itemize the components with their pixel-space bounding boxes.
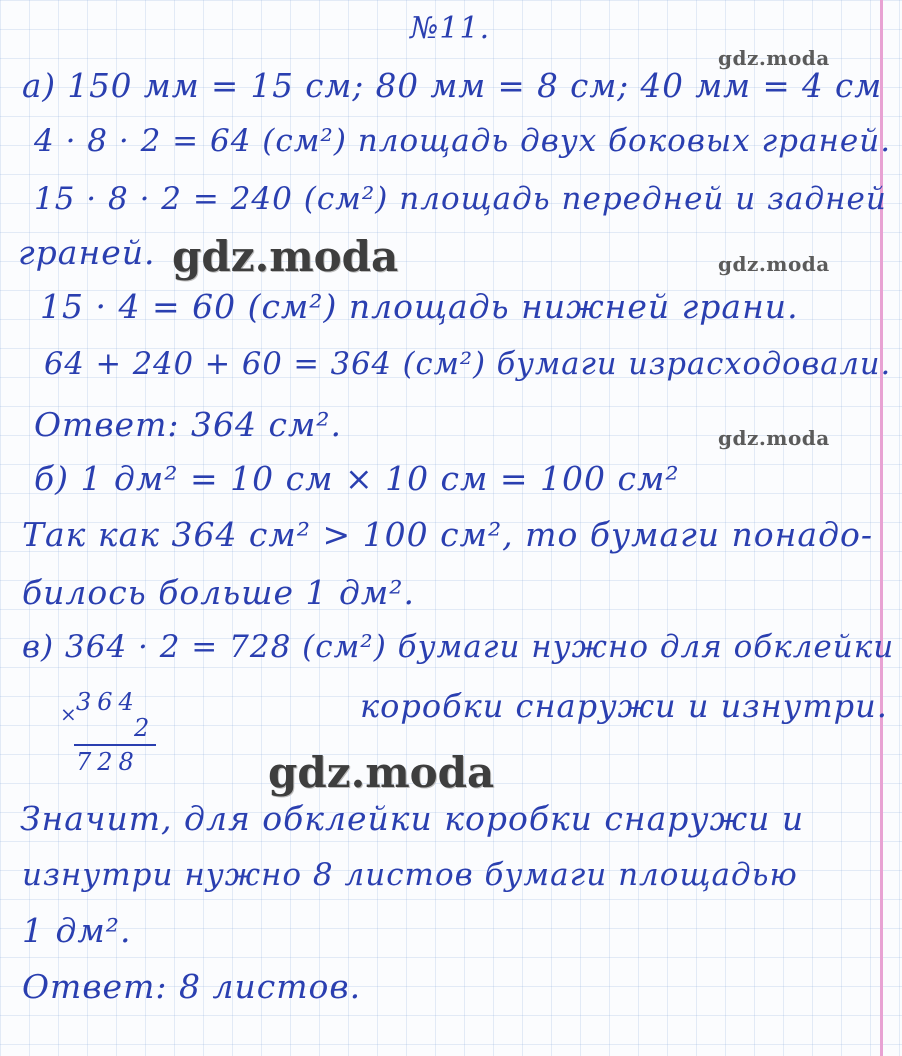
- calc-result: 728: [76, 748, 140, 776]
- solution-line: коробки снаружи и изнутри.: [360, 687, 888, 725]
- solution-line: б) 1 дм² = 10 см × 10 см = 100 см²: [34, 459, 680, 498]
- solution-line: а) 150 мм = 15 см; 80 мм = 8 см; 40 мм = 4 см: [22, 67, 883, 105]
- solution-line: Так как 364 см² > 100 см², то бумаги понадо-: [22, 515, 874, 554]
- calc-underline: [74, 744, 156, 746]
- watermark: gdz.moda: [718, 426, 830, 450]
- solution-line: 15 · 4 = 60 (см²) площадь нижней грани.: [40, 287, 799, 326]
- solution-line: 15 · 8 · 2 = 240 (см²) площадь передней и задней: [34, 181, 887, 217]
- answer-line: Ответ: 364 см².: [34, 405, 343, 444]
- column-multiplication: [60, 690, 170, 780]
- solution-line: граней.: [18, 233, 156, 272]
- watermark: gdz.moda: [268, 748, 495, 797]
- multiply-sign: ×: [60, 702, 83, 726]
- solution-line: изнутри нужно 8 листов бумаги площадью: [22, 857, 798, 893]
- watermark: gdz.moda: [718, 46, 830, 70]
- solution-line: Значит, для обклейки коробки снаружи и: [20, 799, 805, 838]
- watermark: gdz.moda: [718, 252, 830, 276]
- watermark: gdz.moda: [172, 232, 399, 281]
- calc-multiplicand: 364: [76, 688, 140, 716]
- solution-line: 64 + 240 + 60 = 364 (см²) бумаги израсходовали.: [44, 347, 892, 382]
- calc-multiplier: 2: [134, 714, 156, 742]
- solution-line: 1 дм².: [22, 911, 132, 950]
- solution-line: 4 · 8 · 2 = 64 (см²) площадь двух боковых граней.: [34, 123, 892, 159]
- task-number: №11.: [410, 11, 491, 46]
- answer-line: Ответ: 8 листов.: [22, 967, 362, 1006]
- solution-line: билось больше 1 дм².: [22, 573, 415, 612]
- solution-line: в) 364 · 2 = 728 (см²) бумаги нужно для обклейки: [22, 629, 895, 665]
